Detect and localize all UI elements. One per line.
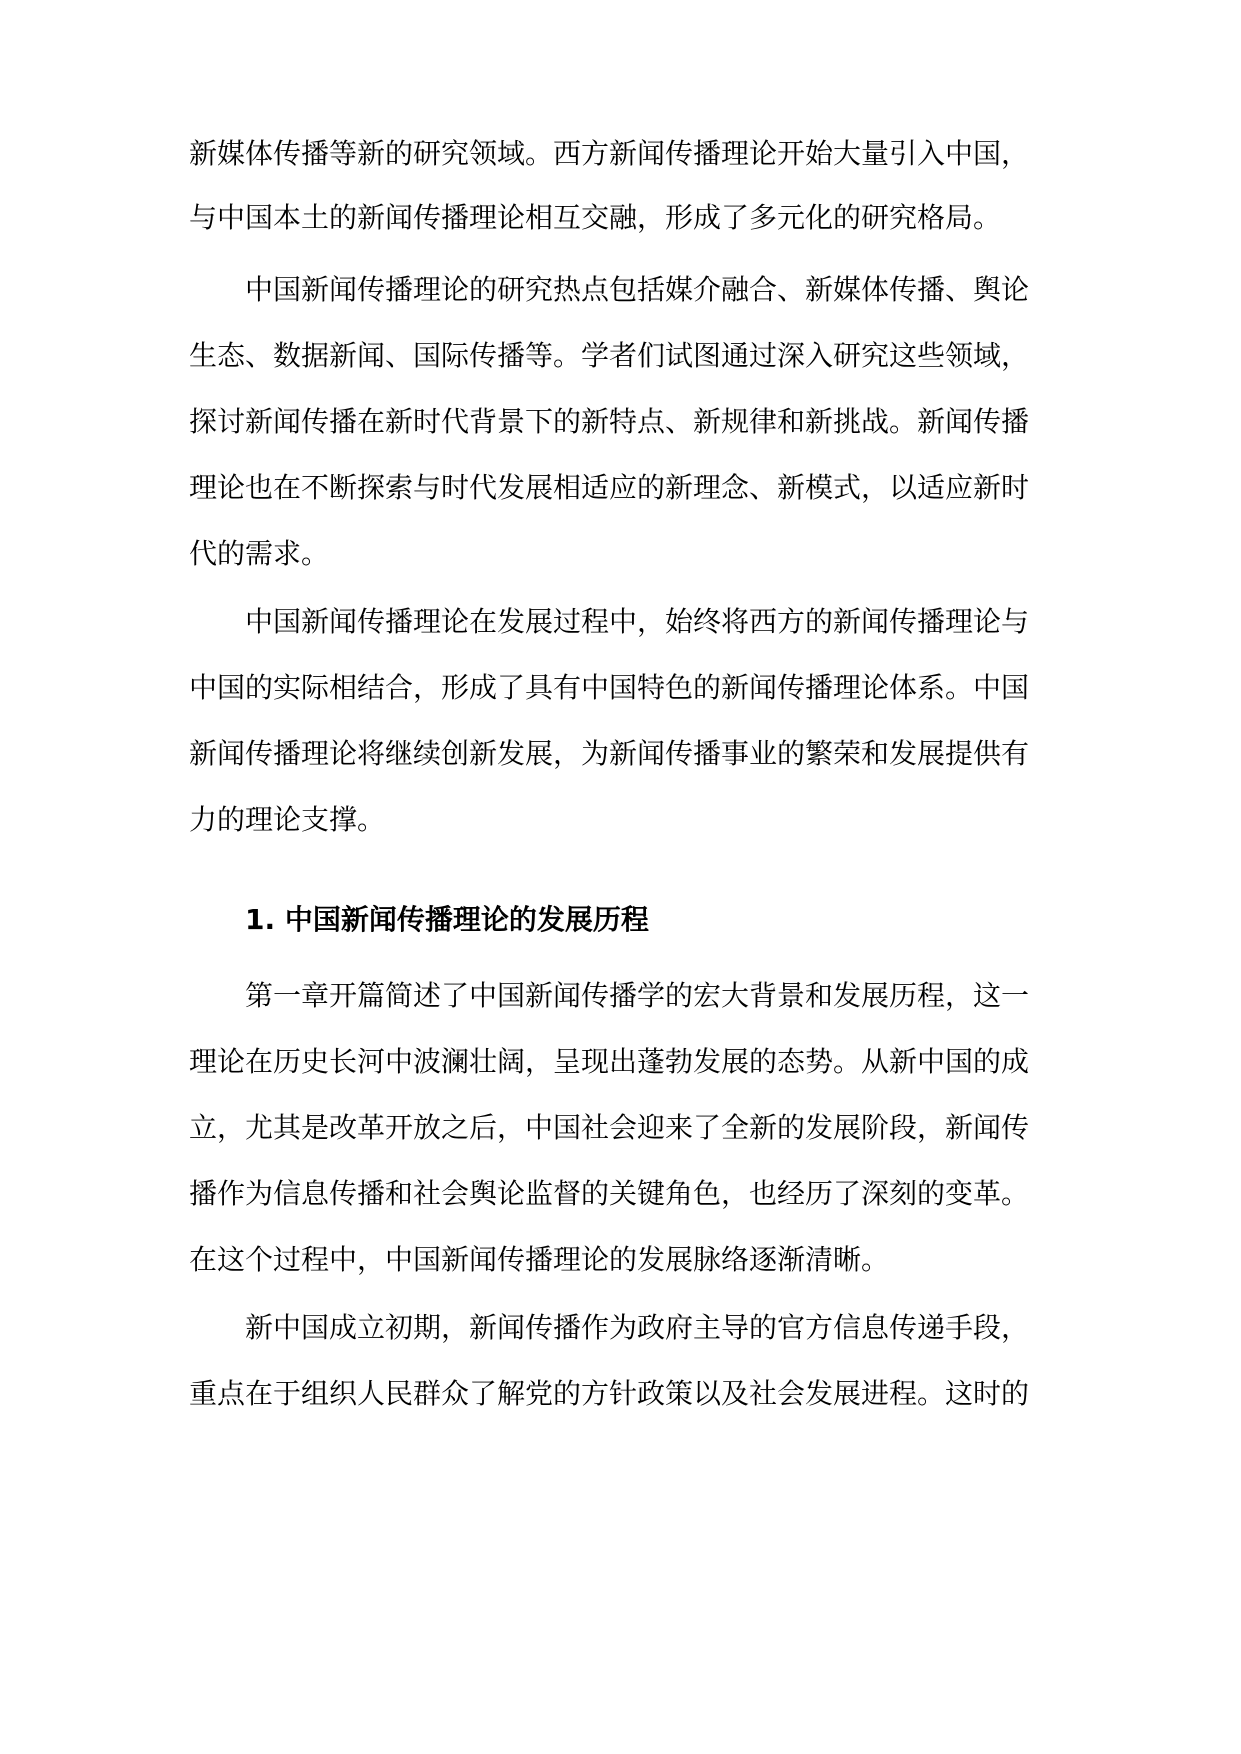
text-line: 在这个过程中，中国新闻传播理论的发展脉络逐渐清晰。 xyxy=(189,1243,890,1276)
text-line: 新闻传播理论将继续创新发展，为新闻传播事业的繁荣和发展提供有 xyxy=(189,737,1030,770)
text-line: 代的需求。 xyxy=(189,537,330,570)
text-line: 力的理论支撑。 xyxy=(189,803,386,836)
text-line: 中国的实际相结合，形成了具有中国特色的新闻传播理论体系。中国 xyxy=(189,671,1030,704)
text-line: 中国新闻传播理论在发展过程中，始终将西方的新闻传播理论与 xyxy=(245,605,1030,638)
text-line: 理论在历史长河中波澜壮阔，呈现出蓬勃发展的态势。从新中国的成 xyxy=(189,1045,1030,1078)
text-line: 第一章开篇简述了中国新闻传播学的宏大背景和发展历程，这一 xyxy=(245,979,1030,1012)
text-line: 理论也在不断探索与时代发展相适应的新理念、新模式，以适应新时 xyxy=(189,471,1030,504)
text-line: 与中国本土的新闻传播理论相互交融，形成了多元化的研究格局。 xyxy=(189,201,1002,234)
text-line: 中国新闻传播理论的研究热点包括媒介融合、新媒体传播、舆论 xyxy=(245,273,1030,306)
text-line: 重点在于组织人民群众了解党的方针政策以及社会发展进程。这时的 xyxy=(189,1377,1030,1410)
text-line: 新中国成立初期，新闻传播作为政府主导的官方信息传递手段， xyxy=(245,1311,1030,1344)
text-line: 立，尤其是改革开放之后，中国社会迎来了全新的发展阶段，新闻传 xyxy=(189,1111,1030,1144)
text-line: 生态、数据新闻、国际传播等。学者们试图通过深入研究这些领域， xyxy=(189,339,1030,372)
text-line: 播作为信息传播和社会舆论监督的关键角色，也经历了深刻的变革。 xyxy=(189,1177,1030,1210)
section-heading: 1. 中国新闻传播理论的发展历程 xyxy=(245,903,649,936)
text-line: 新媒体传播等新的研究领域。西方新闻传播理论开始大量引入中国， xyxy=(189,137,1030,170)
text-line: 探讨新闻传播在新时代背景下的新特点、新规律和新挑战。新闻传播 xyxy=(189,405,1030,438)
